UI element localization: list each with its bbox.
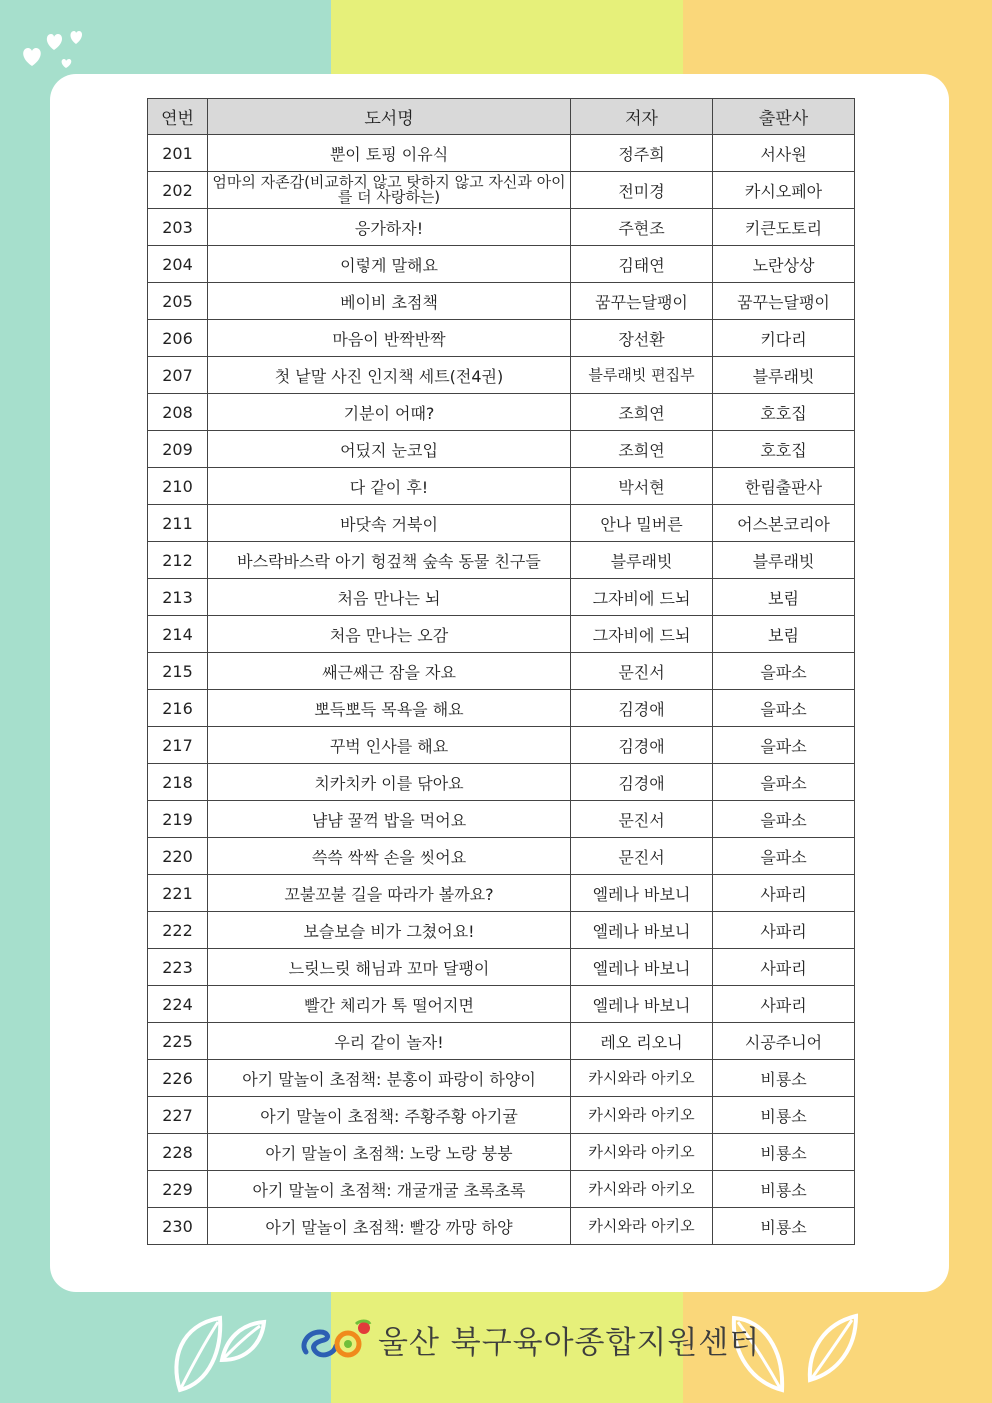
cell-title: 빨간 체리가 톡 떨어지면 [208, 986, 571, 1023]
cell-number: 211 [148, 505, 208, 542]
cell-title: 쌔근쌔근 잠을 자요 [208, 653, 571, 690]
cell-author: 주현조 [571, 209, 713, 246]
cell-publisher: 을파소 [713, 801, 855, 838]
cell-publisher: 비룡소 [713, 1208, 855, 1245]
cell-author: 박서현 [571, 468, 713, 505]
cell-number: 228 [148, 1134, 208, 1171]
table-row [148, 1208, 855, 1245]
table-row [148, 320, 855, 357]
cell-author: 엘레나 바보니 [571, 912, 713, 949]
cell-author: 엘레나 바보니 [571, 986, 713, 1023]
cell-title: 바스락바스락 아기 헝겊책 숲속 동물 친구들 [208, 542, 571, 579]
cell-title: 쓱쓱 싹싹 손을 씻어요 [208, 838, 571, 875]
cell-author: 카시와라 아키오 [571, 1171, 713, 1208]
cell-number: 204 [148, 246, 208, 283]
cell-title: 기분이 어때? [208, 394, 571, 431]
cell-publisher: 비룡소 [713, 1060, 855, 1097]
cell-title: 처음 만나는 오감 [208, 616, 571, 653]
cell-title: 바닷속 거북이 [208, 505, 571, 542]
cell-title: 아기 말놀이 초점책: 개굴개굴 초록초록 [208, 1171, 571, 1208]
table-row [148, 801, 855, 838]
cell-author: 카시와라 아키오 [571, 1097, 713, 1134]
cell-number: 227 [148, 1097, 208, 1134]
cell-author: 그자비에 드뇌 [571, 616, 713, 653]
cell-publisher: 을파소 [713, 764, 855, 801]
cell-title: 응가하자! [208, 209, 571, 246]
cell-title: 우리 같이 놀자! [208, 1023, 571, 1060]
cell-author: 김경애 [571, 727, 713, 764]
cell-number: 230 [148, 1208, 208, 1245]
cell-author: 정주희 [571, 135, 713, 172]
cell-publisher: 사파리 [713, 875, 855, 912]
cell-publisher: 비룡소 [713, 1134, 855, 1171]
cell-number: 205 [148, 283, 208, 320]
hearts-icon [18, 24, 88, 74]
cell-author: 장선환 [571, 320, 713, 357]
cell-title: 이렇게 말해요 [208, 246, 571, 283]
table-row [148, 209, 855, 246]
cell-author: 카시와라 아키오 [571, 1060, 713, 1097]
cell-number: 220 [148, 838, 208, 875]
cell-number: 219 [148, 801, 208, 838]
table-row [148, 246, 855, 283]
cell-author: 조희연 [571, 394, 713, 431]
cell-author: 그자비에 드뇌 [571, 579, 713, 616]
cell-publisher: 사파리 [713, 912, 855, 949]
header-number: 연번 [148, 99, 208, 135]
cell-number: 212 [148, 542, 208, 579]
cell-number: 222 [148, 912, 208, 949]
cell-title: 아기 말놀이 초점책: 주황주황 아기귤 [208, 1097, 571, 1134]
table-row [148, 542, 855, 579]
table-header-row [148, 99, 855, 135]
cell-number: 201 [148, 135, 208, 172]
cell-title: 보슬보슬 비가 그쳤어요! [208, 912, 571, 949]
cell-number: 226 [148, 1060, 208, 1097]
table-row [148, 986, 855, 1023]
table-row [148, 912, 855, 949]
cell-number: 203 [148, 209, 208, 246]
cell-publisher: 을파소 [713, 653, 855, 690]
cell-author: 문진서 [571, 801, 713, 838]
cell-title: 뿐이 토핑 이유식 [208, 135, 571, 172]
header-publisher: 출판사 [713, 99, 855, 135]
table-row [148, 394, 855, 431]
cell-title: 아기 말놀이 초점책: 노랑 노랑 붕붕 [208, 1134, 571, 1171]
cell-author: 카시와라 아키오 [571, 1208, 713, 1245]
cell-author: 레오 리오니 [571, 1023, 713, 1060]
cell-publisher: 을파소 [713, 690, 855, 727]
cell-publisher: 사파리 [713, 986, 855, 1023]
table-row [148, 135, 855, 172]
book-list-table [147, 98, 855, 1245]
cell-number: 224 [148, 986, 208, 1023]
table-row [148, 616, 855, 653]
cell-publisher: 비룡소 [713, 1171, 855, 1208]
table-row [148, 1171, 855, 1208]
cell-title: 냠냠 꿀꺽 밥을 먹어요 [208, 801, 571, 838]
table-row [148, 690, 855, 727]
table-row [148, 468, 855, 505]
cell-title: 치카치카 이를 닦아요 [208, 764, 571, 801]
cell-title: 처음 만나는 뇌 [208, 579, 571, 616]
cell-author: 엘레나 바보니 [571, 949, 713, 986]
cell-author: 김태연 [571, 246, 713, 283]
cell-publisher: 시공주니어 [713, 1023, 855, 1060]
cell-publisher: 노란상상 [713, 246, 855, 283]
table-row [148, 653, 855, 690]
leaf-icon [160, 1310, 270, 1400]
cell-number: 214 [148, 616, 208, 653]
cell-publisher: 보림 [713, 579, 855, 616]
cell-title: 뽀득뽀득 목욕을 해요 [208, 690, 571, 727]
cell-author: 문진서 [571, 838, 713, 875]
cell-number: 221 [148, 875, 208, 912]
table-row [148, 1134, 855, 1171]
center-name: 울산 북구육아종합지원센터 [378, 1325, 761, 1361]
cell-author: 카시와라 아키오 [571, 1134, 713, 1171]
table-row [148, 875, 855, 912]
cell-number: 207 [148, 357, 208, 394]
cell-title: 아기 말놀이 초점책: 빨강 까망 하양 [208, 1208, 571, 1245]
cell-publisher: 키다리 [713, 320, 855, 357]
cell-publisher: 어스본코리아 [713, 505, 855, 542]
header-title: 도서명 [208, 99, 571, 135]
table-row [148, 1023, 855, 1060]
table-row [148, 1097, 855, 1134]
center-logo-icon [298, 1318, 374, 1362]
cell-title: 마음이 반짝반짝 [208, 320, 571, 357]
cell-author: 블루래빗 [571, 542, 713, 579]
cell-publisher: 한림출판사 [713, 468, 855, 505]
table-row [148, 283, 855, 320]
cell-number: 229 [148, 1171, 208, 1208]
cell-publisher: 서사원 [713, 135, 855, 172]
cell-number: 225 [148, 1023, 208, 1060]
cell-number: 223 [148, 949, 208, 986]
cell-publisher: 비룡소 [713, 1097, 855, 1134]
cell-publisher: 을파소 [713, 727, 855, 764]
table-row [148, 431, 855, 468]
cell-title: 꾸벅 인사를 해요 [208, 727, 571, 764]
cell-title: 다 같이 후! [208, 468, 571, 505]
cell-number: 210 [148, 468, 208, 505]
cell-title: 꼬불꼬불 길을 따라가 볼까요? [208, 875, 571, 912]
cell-number: 216 [148, 690, 208, 727]
cell-publisher: 블루래빗 [713, 357, 855, 394]
cell-author: 김경애 [571, 690, 713, 727]
cell-publisher: 꿈꾸는달팽이 [713, 283, 855, 320]
table-row [148, 1060, 855, 1097]
cell-publisher: 카시오페아 [713, 172, 855, 209]
cell-author: 문진서 [571, 653, 713, 690]
cell-publisher: 보림 [713, 616, 855, 653]
table-row [148, 949, 855, 986]
cell-author: 꿈꾸는달팽이 [571, 283, 713, 320]
cell-author: 전미경 [571, 172, 713, 209]
table-row [148, 579, 855, 616]
cell-author: 안나 밀버른 [571, 505, 713, 542]
table-row [148, 172, 855, 209]
cell-number: 209 [148, 431, 208, 468]
header-author: 저자 [571, 99, 713, 135]
table-row [148, 505, 855, 542]
table-row [148, 357, 855, 394]
cell-publisher: 을파소 [713, 838, 855, 875]
cell-number: 218 [148, 764, 208, 801]
cell-number: 208 [148, 394, 208, 431]
cell-number: 217 [148, 727, 208, 764]
cell-author: 블루래빗 편집부 [571, 357, 713, 394]
table-row [148, 838, 855, 875]
table-row [148, 764, 855, 801]
cell-title: 첫 낱말 사진 인지책 세트(전4권) [208, 357, 571, 394]
cell-author: 조희연 [571, 431, 713, 468]
cell-author: 김경애 [571, 764, 713, 801]
cell-title: 베이비 초점책 [208, 283, 571, 320]
cell-title: 아기 말놀이 초점책: 분홍이 파랑이 하양이 [208, 1060, 571, 1097]
cell-number: 206 [148, 320, 208, 357]
cell-title: 엄마의 자존감(비교하지 않고 탓하지 않고 자신과 아이를 더 사랑하는) [208, 172, 571, 209]
table-row [148, 727, 855, 764]
cell-title: 느릿느릿 해님과 꼬마 달팽이 [208, 949, 571, 986]
cell-number: 215 [148, 653, 208, 690]
cell-number: 213 [148, 579, 208, 616]
cell-publisher: 호호집 [713, 394, 855, 431]
cell-author: 엘레나 바보니 [571, 875, 713, 912]
cell-title: 어딨지 눈코입 [208, 431, 571, 468]
cell-publisher: 호호집 [713, 431, 855, 468]
cell-publisher: 블루래빗 [713, 542, 855, 579]
cell-number: 202 [148, 172, 208, 209]
cell-publisher: 키큰도토리 [713, 209, 855, 246]
cell-publisher: 사파리 [713, 949, 855, 986]
